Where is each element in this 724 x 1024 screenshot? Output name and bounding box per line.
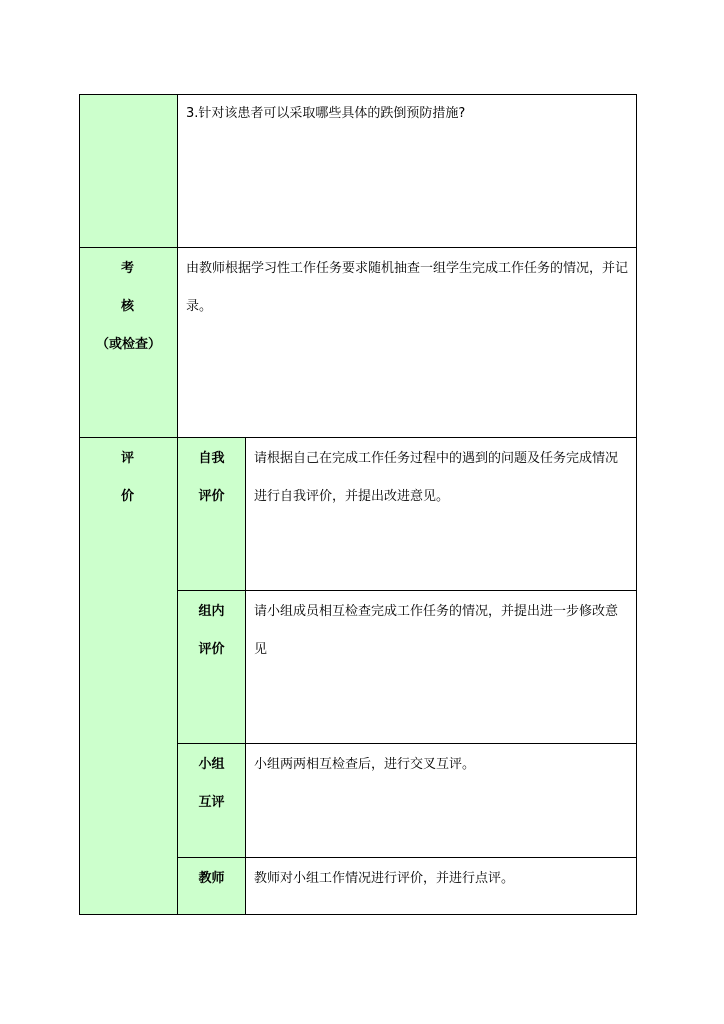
question-label-cell [80,95,178,248]
group-evaluation-label-line1: 组内 [198,604,225,619]
peer-evaluation-content-cell [246,744,637,858]
question-cell [178,95,637,248]
teacher-evaluation-content-cell [246,858,637,915]
assessment-label-line2: （或检查） [95,337,161,352]
peer-evaluation-label-cell [178,744,246,858]
group-evaluation-content: 请小组成员相互检查完成工作任务的情况，并提出进一步修改意见 [254,604,619,657]
self-evaluation-content: 请根据自己在完成工作任务过程中的遇到的问题及任务完成情况进行自我评价，并提出改进意见。 [254,451,619,504]
question-row [80,95,637,248]
evaluation-label-cell [80,438,178,915]
self-evaluation-label-line2: 评价 [198,489,225,504]
self-evaluation-label-line1: 自我 [198,451,225,466]
group-evaluation-label-cell [178,591,246,744]
self-evaluation-label-cell [178,438,246,591]
peer-evaluation-content: 小组两两相互检查后，进行交叉互评。 [254,757,476,772]
assessment-label-line1: 考 核 [120,261,154,314]
group-evaluation-content-cell [246,591,637,744]
peer-evaluation-label-line1: 小组 [198,757,225,772]
assessment-row [80,248,637,438]
teacher-evaluation-label-cell [178,858,246,915]
assessment-content-cell [178,248,637,438]
peer-evaluation-label-line2: 互评 [198,795,225,810]
assessment-content: 由教师根据学习性工作任务要求随机抽查一组学生完成工作任务的情况，并记录。 [186,261,629,314]
question-text: 3.针对该患者可以采取哪些具体的跌倒预防措施? [186,106,466,121]
evaluation-label: 评 价 [120,451,154,504]
self-evaluation-row [80,438,637,591]
self-evaluation-content-cell [246,438,637,591]
group-evaluation-label-line2: 评价 [198,642,225,657]
evaluation-form-table [79,94,637,915]
teacher-evaluation-content: 教师对小组工作情况进行评价，并进行点评。 [254,871,515,886]
teacher-evaluation-label-line1: 教师 [198,871,225,886]
assessment-label-cell [80,248,178,438]
